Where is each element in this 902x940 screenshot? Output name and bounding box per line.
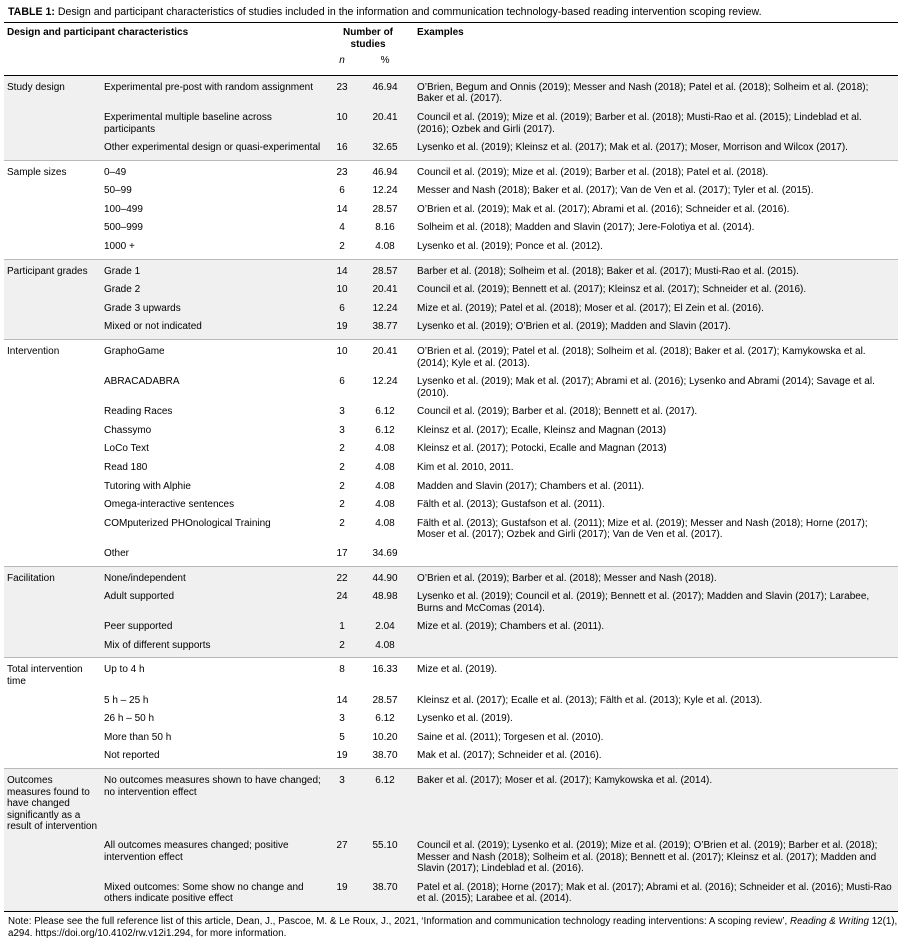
row-examples: Messer and Nash (2018); Baker et al. (2017); Van de Ven et al. (2017); Tyler et al. (2015). xyxy=(417,185,814,197)
section-label-empty xyxy=(4,109,101,139)
row-label: ABRACADABRA xyxy=(104,376,180,388)
row-examples: Kleinsz et al. (2017); Ecalle, Kleinsz and Magnan (2013) xyxy=(417,424,667,436)
row-percent: 28.57 xyxy=(359,259,411,281)
row-percent: 6.12 xyxy=(375,713,395,725)
row-percent: 6.12 xyxy=(359,768,411,837)
row-count: 2 xyxy=(339,480,345,492)
section-label-empty xyxy=(4,879,101,911)
header-examples: Examples xyxy=(411,23,898,51)
row-percent: 12.24 xyxy=(372,185,398,197)
row-percent: 6.12 xyxy=(375,406,395,418)
row-label: 5 h – 25 h xyxy=(104,694,149,706)
section-label-empty xyxy=(4,837,101,879)
header-characteristics: Design and participant characteristics xyxy=(4,23,325,51)
table-row xyxy=(4,75,898,109)
row-examples: Saine et al. (2011); Torgesen et al. (2010). xyxy=(417,731,604,743)
row-examples: Kleinsz et al. (2017); Potocki, Ecalle and Magnan (2013) xyxy=(417,443,667,455)
row-percent: 4.08 xyxy=(375,443,395,455)
row-examples: Baker et al. (2017); Moser et al. (2017); Kamykowska et al. (2014). xyxy=(411,768,898,837)
row-examples xyxy=(411,545,898,566)
section-label-empty xyxy=(4,404,101,423)
table-row xyxy=(4,459,898,478)
section-label-empty xyxy=(4,711,101,730)
table-note xyxy=(4,912,898,940)
table-row xyxy=(4,140,898,161)
row-count: 14 xyxy=(336,203,348,215)
row-label: 500–999 xyxy=(104,222,143,234)
row-count: 2 xyxy=(339,517,345,529)
row-count: 3 xyxy=(339,424,345,436)
row-label: Chassymo xyxy=(104,424,152,436)
table-row xyxy=(4,183,898,202)
header-n: n xyxy=(325,50,359,75)
row-label: None/independent xyxy=(101,566,325,588)
row-percent: 55.10 xyxy=(359,837,411,879)
row-count: 16 xyxy=(325,140,359,161)
row-percent: 46.94 xyxy=(359,75,411,109)
subheader-row xyxy=(4,50,898,75)
table-row xyxy=(4,319,898,340)
table-row xyxy=(4,658,898,692)
row-count: 2 xyxy=(325,238,359,259)
section-label-empty xyxy=(4,589,101,619)
row-count: 17 xyxy=(325,545,359,566)
table-row xyxy=(4,768,898,837)
section-label-empty xyxy=(4,459,101,478)
row-examples xyxy=(411,637,898,658)
table-row xyxy=(4,404,898,423)
row-label: GraphoGame xyxy=(104,345,165,357)
caption-text: Design and participant characteristics of studies included in the information and communication technology-based reading intervention scoping review. xyxy=(54,6,762,18)
row-percent: 38.70 xyxy=(359,879,411,911)
section-label-empty xyxy=(4,637,101,658)
section-label-empty xyxy=(4,319,101,340)
row-count: 22 xyxy=(325,566,359,588)
section-label-empty xyxy=(4,497,101,516)
row-percent: 4.08 xyxy=(375,462,395,474)
row-examples: Council et al. (2019); Mize et al. (2019); Barber et al. (2018); Patel et al. (2018). xyxy=(417,166,769,178)
row-count: 5 xyxy=(339,731,345,743)
section-label: Facilitation xyxy=(4,566,101,588)
table-row xyxy=(4,619,898,638)
row-percent: 12.24 xyxy=(372,376,398,388)
row-count: 10 xyxy=(336,345,348,357)
table-row xyxy=(4,711,898,730)
table-row xyxy=(4,238,898,259)
section-label-empty xyxy=(4,238,101,259)
row-count: 19 xyxy=(325,879,359,911)
row-percent: 2.04 xyxy=(359,619,411,638)
row-examples: Council et al. (2019); Mize et al. (2019); Barber et al. (2018); Musti-Rao et al. (2015); Lindeblad et al. (2016); Ozbek and Girli (2017). xyxy=(411,109,898,139)
row-examples: O’Brien et al. (2019); Barber et al. (2018); Messer and Nash (2018). xyxy=(411,566,898,588)
row-label: Other experimental design or quasi-experimental xyxy=(101,140,325,161)
row-label: 100–499 xyxy=(104,203,143,215)
row-percent: 28.57 xyxy=(372,694,398,706)
row-percent: 8.16 xyxy=(375,222,395,234)
table-row xyxy=(4,478,898,497)
caption-label: TABLE 1: xyxy=(8,6,55,18)
table-row xyxy=(4,566,898,588)
table-row xyxy=(4,879,898,911)
row-label: Grade 1 xyxy=(101,259,325,281)
row-count: 8 xyxy=(339,664,345,676)
row-count: 3 xyxy=(325,768,359,837)
row-examples: Lysenko et al. (2019); Mak et al. (2017); Abrami et al. (2016); Lysenko and Abrami (2014); Savage et al. (2010). xyxy=(417,376,875,399)
row-examples: Lysenko et al. (2019); Ponce et al. (2012). xyxy=(411,238,898,259)
note-journal: Reading & Writing xyxy=(790,915,869,927)
table-row xyxy=(4,201,898,220)
section-label-empty xyxy=(4,441,101,460)
row-examples: Lysenko et al. (2019). xyxy=(417,713,513,725)
row-count: 2 xyxy=(339,443,345,455)
section-label-empty xyxy=(4,748,101,769)
section-label-empty xyxy=(4,515,101,545)
section-label-empty xyxy=(4,619,101,638)
row-count: 19 xyxy=(325,319,359,340)
row-count: 6 xyxy=(339,376,345,388)
row-percent: 38.77 xyxy=(359,319,411,340)
row-examples: Barber et al. (2018); Solheim et al. (2018); Baker et al. (2017); Musti-Rao et al. (2015). xyxy=(411,259,898,281)
row-label: Up to 4 h xyxy=(104,664,145,676)
row-label: 50–99 xyxy=(104,185,132,197)
row-examples: Mak et al. (2017); Schneider et al. (2016). xyxy=(411,748,898,769)
row-count: 23 xyxy=(325,75,359,109)
row-examples: Mize et al. (2019); Patel et al. (2018); Moser et al. (2017); El Zein et al. (2016). xyxy=(411,300,898,319)
row-examples: O’Brien et al. (2019); Patel et al. (2018); Solheim et al. (2018); Baker et al. (2017); Kamykowska et al. (2014); Kyle et al. (2013). xyxy=(417,345,866,369)
note-prefix: Note: Please see the full reference list of this article, Dean, J., Pascoe, M. & Le Roux, J., 2021, ‘Information and communication technology reading interventions: A scoping review’, xyxy=(8,915,790,927)
row-label: 0–49 xyxy=(104,166,127,178)
table-row xyxy=(4,160,898,182)
row-label: Grade 3 upwards xyxy=(101,300,325,319)
row-count: 14 xyxy=(325,259,359,281)
table-row xyxy=(4,259,898,281)
row-percent: 20.41 xyxy=(359,282,411,301)
row-examples: Lysenko et al. (2019); Council et al. (2019); Bennett et al. (2017); Madden and Slavin (2017); Larabee, Burns and McComas (2014). xyxy=(411,589,898,619)
table-row xyxy=(4,589,898,619)
row-examples: Lysenko et al. (2019); O’Brien et al. (2019); Madden and Slavin (2017). xyxy=(411,319,898,340)
row-examples: Solheim et al. (2018); Madden and Slavin (2017); Jere-Folotiya et al. (2014). xyxy=(417,222,755,234)
table-row xyxy=(4,692,898,711)
row-percent: 4.08 xyxy=(359,637,411,658)
row-percent: 32.65 xyxy=(359,140,411,161)
row-count: 6 xyxy=(339,185,345,197)
row-count: 6 xyxy=(325,300,359,319)
row-label: 26 h – 50 h xyxy=(104,713,155,725)
table-caption xyxy=(4,0,898,22)
section-label-empty xyxy=(4,300,101,319)
row-examples: Council et al. (2019); Barber et al. (2018); Bennett et al. (2017). xyxy=(417,406,698,418)
row-count: 3 xyxy=(339,406,345,418)
row-count: 27 xyxy=(325,837,359,879)
row-label: Peer supported xyxy=(101,619,325,638)
row-percent: 4.08 xyxy=(375,517,395,529)
characteristics-table xyxy=(4,22,898,912)
row-examples: Fälth et al. (2013); Gustafson et al. (2011). xyxy=(417,499,605,511)
row-count: 10 xyxy=(325,282,359,301)
table-row xyxy=(4,748,898,769)
row-label: Other xyxy=(101,545,325,566)
section-label-empty xyxy=(4,422,101,441)
row-percent: 38.70 xyxy=(359,748,411,769)
note-suffix: 12(1), a294. https://doi.org/10.4102/rw.v12i1.294, for more information. xyxy=(8,915,898,939)
row-label: Adult supported xyxy=(101,589,325,619)
section-label-empty xyxy=(4,282,101,301)
row-label: COMputerized PHOnological Training xyxy=(104,517,271,529)
row-count: 10 xyxy=(325,109,359,139)
table-row xyxy=(4,339,898,373)
row-label: Not reported xyxy=(101,748,325,769)
table-row xyxy=(4,497,898,516)
row-examples: O’Brien, Begum and Onnis (2019); Messer and Nash (2018); Patel et al. (2018); Solheim et al. (2018); Baker et al. (2017). xyxy=(411,75,898,109)
section-label-empty xyxy=(4,201,101,220)
table-row xyxy=(4,109,898,139)
row-examples: Patel et al. (2018); Horne (2017); Mak et al. (2017); Abrami et al. (2016); Schneider et al. (2016); Musti-Rao et al. (2015); Larabee et al. (2014). xyxy=(411,879,898,911)
section-label: Sample sizes xyxy=(7,166,67,178)
row-examples: Council et al. (2019); Bennett et al. (2017); Kleinsz et al. (2017); Schneider et al. (2016). xyxy=(411,282,898,301)
row-label: All outcomes measures changed; positive intervention effect xyxy=(101,837,325,879)
row-examples: O’Brien et al. (2019); Mak et al. (2017); Abrami et al. (2016); Schneider et al. (2016). xyxy=(417,203,790,215)
section-label-empty xyxy=(4,729,101,748)
table-row xyxy=(4,422,898,441)
row-examples: Fälth et al. (2013); Gustafson et al. (2011); Mize et al. (2019); Messer and Nash (2018); Horne (2017); Moser et al. (2017); Ozbek and Girli (2017); Van de Ven et al. (2017). xyxy=(417,517,868,541)
section-label-empty xyxy=(4,220,101,239)
table-row xyxy=(4,515,898,545)
row-percent: 44.90 xyxy=(359,566,411,588)
row-label: Reading Races xyxy=(104,406,173,418)
row-count: 24 xyxy=(325,589,359,619)
table-row xyxy=(4,637,898,658)
table-row xyxy=(4,300,898,319)
table-row xyxy=(4,545,898,566)
row-percent: 34.69 xyxy=(359,545,411,566)
row-label: LoCo Text xyxy=(104,443,149,455)
row-label: More than 50 h xyxy=(104,731,172,743)
row-percent: 12.24 xyxy=(359,300,411,319)
table-row xyxy=(4,729,898,748)
row-percent: 16.33 xyxy=(372,664,398,676)
row-percent: 28.57 xyxy=(372,203,398,215)
header-percent: % xyxy=(359,50,411,75)
row-label: Omega-interactive sentences xyxy=(104,499,235,511)
header-number-of-studies: Number of studies xyxy=(325,23,411,51)
table-row xyxy=(4,374,898,404)
row-count: 1 xyxy=(325,619,359,638)
row-percent: 4.08 xyxy=(359,238,411,259)
row-percent: 20.41 xyxy=(372,345,398,357)
row-percent: 4.08 xyxy=(375,480,395,492)
row-count: 2 xyxy=(325,637,359,658)
row-count: 19 xyxy=(325,748,359,769)
row-label: Experimental pre-post with random assignment xyxy=(101,75,325,109)
section-label-empty xyxy=(4,545,101,566)
row-examples: Mize et al. (2019); Chambers et al. (2011). xyxy=(411,619,898,638)
row-examples: Madden and Slavin (2017); Chambers et al. (2011). xyxy=(417,480,645,492)
row-percent: 20.41 xyxy=(359,109,411,139)
row-examples: Kleinsz et al. (2017); Ecalle et al. (2013); Fälth et al. (2013); Kyle et al. (2013). xyxy=(417,694,763,706)
row-label: Mixed or not indicated xyxy=(101,319,325,340)
table-row xyxy=(4,282,898,301)
row-label: 1000 + xyxy=(101,238,325,259)
row-percent: 10.20 xyxy=(372,731,398,743)
row-label: Grade 2 xyxy=(101,282,325,301)
row-label: Tutoring with Alphie xyxy=(104,480,191,492)
row-count: 14 xyxy=(336,694,348,706)
row-count: 4 xyxy=(339,222,345,234)
header-row xyxy=(4,23,898,51)
table-row xyxy=(4,837,898,879)
row-percent: 4.08 xyxy=(375,499,395,511)
row-examples: Mize et al. (2019). xyxy=(417,664,498,676)
row-percent: 6.12 xyxy=(375,424,395,436)
section-label: Study design xyxy=(4,75,101,109)
row-percent: 46.94 xyxy=(372,166,398,178)
row-examples: Council et al. (2019); Lysenko et al. (2019); Mize et al. (2019); O’Brien et al. (2019); Barber et al. (2018); Messer and Nash (2018); Solheim et al. (2018); Bennett et al. (2017); Kleinsz et al. (2017); Madden and Slavin (2017); Lindeblad et al. (2016). xyxy=(411,837,898,879)
table-container xyxy=(4,0,898,940)
section-label-empty xyxy=(4,478,101,497)
row-label: Mix of different supports xyxy=(101,637,325,658)
section-label-empty xyxy=(4,183,101,202)
row-percent: 48.98 xyxy=(359,589,411,619)
row-count: 2 xyxy=(339,462,345,474)
section-label: Outcomes measures found to have changed significantly as a result of intervention xyxy=(4,768,101,837)
section-label-empty xyxy=(4,692,101,711)
row-count: 23 xyxy=(336,166,348,178)
row-count: 2 xyxy=(339,499,345,511)
row-examples: Kim et al. 2010, 2011. xyxy=(417,462,514,474)
section-label: Intervention xyxy=(7,345,60,357)
table-row xyxy=(4,220,898,239)
section-label-empty xyxy=(4,374,101,404)
table-row xyxy=(4,441,898,460)
row-label: Experimental multiple baseline across participants xyxy=(101,109,325,139)
row-label: Read 180 xyxy=(104,462,148,474)
section-label-empty xyxy=(4,140,101,161)
section-label: Total intervention time xyxy=(7,664,83,688)
row-label: Mixed outcomes: Some show no change and others indicate positive effect xyxy=(101,879,325,911)
row-count: 3 xyxy=(339,713,345,725)
row-examples: Lysenko et al. (2019); Kleinsz et al. (2017); Mak et al. (2017); Moser, Morrison and Wilcox (2017). xyxy=(411,140,898,161)
section-label: Participant grades xyxy=(4,259,101,281)
row-label: No outcomes measures shown to have changed; no intervention effect xyxy=(101,768,325,837)
